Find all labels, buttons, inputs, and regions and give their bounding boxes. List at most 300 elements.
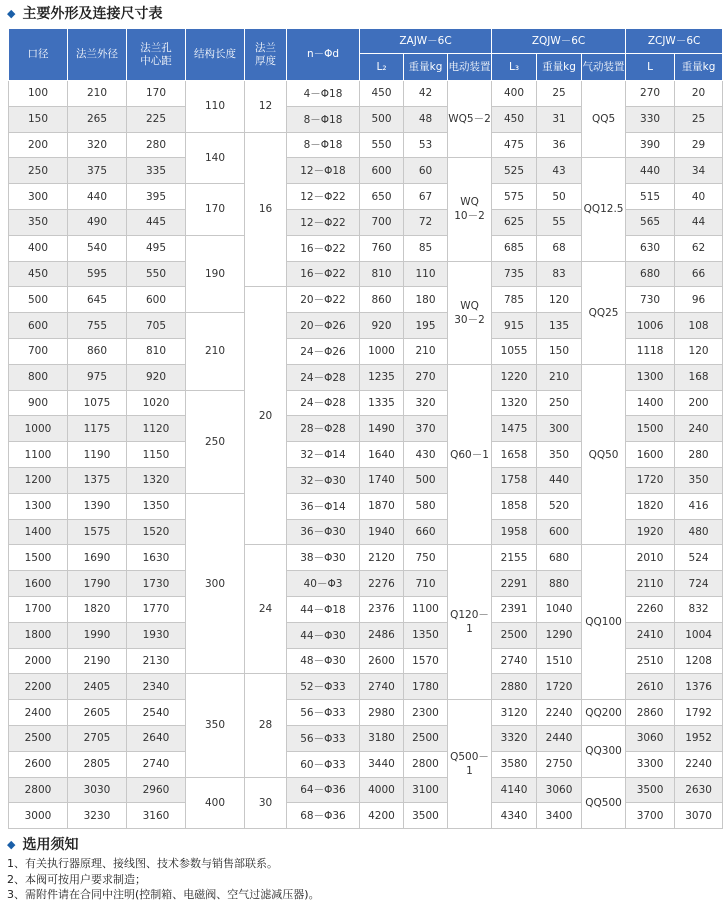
cell-length: 210 — [186, 313, 245, 390]
cell-flange-od: 2805 — [68, 751, 127, 777]
cell-pneumatic-actuator: QQ12.5 — [582, 158, 626, 261]
cell-electric-actuator: WQ 10－2 — [448, 158, 492, 261]
cell-weight-zqjw: 43 — [537, 158, 582, 184]
cell-dn: 400 — [9, 235, 68, 261]
cell-bolt-circle: 1020 — [127, 390, 186, 416]
cell-bolt-circle: 2540 — [127, 700, 186, 726]
cell-weight-zqjw: 3400 — [537, 803, 582, 829]
cell-l3: 2740 — [492, 648, 537, 674]
cell-thickness: 24 — [245, 545, 287, 674]
cell-thickness: 28 — [245, 674, 287, 777]
cell-flange-od: 2405 — [68, 674, 127, 700]
cell-weight-zqjw: 25 — [537, 81, 582, 107]
cell-l3: 1658 — [492, 442, 537, 468]
notes-title-text: 选用须知 — [22, 837, 79, 853]
cell-dn: 800 — [9, 364, 68, 390]
cell-l3: 3580 — [492, 751, 537, 777]
cell-l3: 450 — [492, 106, 537, 132]
cell-weight-zqjw: 3060 — [537, 777, 582, 803]
cell-thickness: 16 — [245, 132, 287, 287]
cell-l3: 2291 — [492, 571, 537, 597]
header-l: L — [626, 54, 675, 81]
table-row — [9, 545, 723, 571]
cell-weight-zqjw: 50 — [537, 184, 582, 210]
cell-weight-zqjw: 880 — [537, 571, 582, 597]
cell-weight-zajw: 1780 — [404, 674, 448, 700]
cell-bolts: 16－Φ22 — [287, 235, 360, 261]
cell-l2: 1235 — [360, 364, 404, 390]
cell-weight-zajw: 1570 — [404, 648, 448, 674]
cell-dn: 1800 — [9, 622, 68, 648]
cell-bolt-circle: 445 — [127, 209, 186, 235]
cell-l2: 2276 — [360, 571, 404, 597]
cell-weight-zqjw: 1720 — [537, 674, 582, 700]
cell-weight-zqjw: 250 — [537, 390, 582, 416]
cell-bolt-circle: 3160 — [127, 803, 186, 829]
cell-electric-actuator: WQ5－2 — [448, 81, 492, 158]
cell-electric-actuator: Q500－1 — [448, 700, 492, 829]
cell-l: 1400 — [626, 390, 675, 416]
page-title — [7, 5, 162, 23]
cell-weight-zajw: 3100 — [404, 777, 448, 803]
cell-bolts: 56－Φ33 — [287, 725, 360, 751]
cell-l: 2410 — [626, 622, 675, 648]
cell-l2: 1335 — [360, 390, 404, 416]
cell-electric-actuator: WQ 30－2 — [448, 261, 492, 364]
cell-bolts: 38－Φ30 — [287, 545, 360, 571]
header-dn: 口径 — [9, 29, 68, 81]
cell-weight-zcjw: 280 — [675, 442, 723, 468]
cell-bolt-circle: 495 — [127, 235, 186, 261]
cell-flange-od: 1990 — [68, 622, 127, 648]
cell-dn: 1500 — [9, 545, 68, 571]
cell-weight-zcjw: 1952 — [675, 725, 723, 751]
header-group-zcjw: ZCJW－6C — [626, 29, 723, 54]
cell-weight-zcjw: 108 — [675, 313, 723, 339]
cell-bolt-circle: 2960 — [127, 777, 186, 803]
cell-weight-zcjw: 66 — [675, 261, 723, 287]
cell-length: 170 — [186, 184, 245, 236]
cell-electric-actuator: Q60－1 — [448, 364, 492, 545]
cell-dn: 350 — [9, 209, 68, 235]
cell-flange-od: 1690 — [68, 545, 127, 571]
cell-l2: 2376 — [360, 596, 404, 622]
cell-flange-od: 3230 — [68, 803, 127, 829]
cell-bolts: 8－Φ18 — [287, 106, 360, 132]
cell-l3: 1475 — [492, 416, 537, 442]
cell-pneumatic-actuator: QQ100 — [582, 545, 626, 700]
table-row — [9, 158, 723, 184]
cell-bolt-circle: 395 — [127, 184, 186, 210]
cell-bolt-circle: 600 — [127, 287, 186, 313]
cell-weight-zcjw: 62 — [675, 235, 723, 261]
cell-l: 2260 — [626, 596, 675, 622]
header-length: 结构长度 — [186, 29, 245, 81]
cell-dn: 450 — [9, 261, 68, 287]
header-weight-zqjw: 重量kg — [537, 54, 582, 81]
cell-dn: 2800 — [9, 777, 68, 803]
header-pneumatic-actuator: 气动装置 — [582, 54, 626, 81]
cell-l: 270 — [626, 81, 675, 107]
cell-weight-zqjw: 68 — [537, 235, 582, 261]
cell-l: 1300 — [626, 364, 675, 390]
cell-bolts: 4－Φ18 — [287, 81, 360, 107]
cell-weight-zajw: 710 — [404, 571, 448, 597]
cell-weight-zajw: 48 — [404, 106, 448, 132]
cell-bolt-circle: 1770 — [127, 596, 186, 622]
cell-flange-od: 540 — [68, 235, 127, 261]
cell-l3: 1958 — [492, 519, 537, 545]
cell-bolt-circle: 1730 — [127, 571, 186, 597]
cell-weight-zajw: 660 — [404, 519, 448, 545]
cell-weight-zqjw: 680 — [537, 545, 582, 571]
table-row — [9, 725, 723, 751]
notes-title — [7, 836, 78, 854]
cell-bolts: 20－Φ26 — [287, 313, 360, 339]
cell-l: 3060 — [626, 725, 675, 751]
cell-bolt-circle: 2640 — [127, 725, 186, 751]
cell-weight-zajw: 320 — [404, 390, 448, 416]
cell-weight-zqjw: 1290 — [537, 622, 582, 648]
cell-bolts: 32－Φ30 — [287, 467, 360, 493]
cell-dn: 3000 — [9, 803, 68, 829]
header-electric-actuator: 电动装置 — [448, 54, 492, 81]
table-row — [9, 261, 723, 287]
note-item: 1、有关执行器原理、接线图、技术参数与销售部联系。 — [7, 857, 278, 870]
cell-l: 3500 — [626, 777, 675, 803]
cell-weight-zqjw: 135 — [537, 313, 582, 339]
cell-weight-zajw: 67 — [404, 184, 448, 210]
cell-weight-zajw: 580 — [404, 493, 448, 519]
cell-flange-od: 645 — [68, 287, 127, 313]
cell-bolt-circle: 1120 — [127, 416, 186, 442]
cell-weight-zcjw: 40 — [675, 184, 723, 210]
cell-dn: 2200 — [9, 674, 68, 700]
cell-l: 1006 — [626, 313, 675, 339]
header-thickness-line1: 法兰 — [255, 41, 276, 54]
cell-l3: 525 — [492, 158, 537, 184]
cell-l3: 2500 — [492, 622, 537, 648]
header-l3: L₃ — [492, 54, 537, 81]
cell-flange-od: 375 — [68, 158, 127, 184]
table-row — [9, 700, 723, 726]
cell-bolts: 8－Φ18 — [287, 132, 360, 158]
cell-weight-zqjw: 2750 — [537, 751, 582, 777]
note-item: 2、本阀可按用户要求制造； — [7, 872, 146, 886]
cell-l2: 450 — [360, 81, 404, 107]
cell-l2: 1940 — [360, 519, 404, 545]
cell-weight-zcjw: 20 — [675, 81, 723, 107]
cell-l3: 3320 — [492, 725, 537, 751]
header-thickness-line2: 厚度 — [255, 54, 276, 67]
cell-bolt-circle: 1520 — [127, 519, 186, 545]
cell-l3: 575 — [492, 184, 537, 210]
cell-l2: 1000 — [360, 338, 404, 364]
cell-bolt-circle: 2130 — [127, 648, 186, 674]
cell-bolts: 40－Φ3 — [287, 571, 360, 597]
cell-bolt-circle: 2340 — [127, 674, 186, 700]
cell-dn: 2000 — [9, 648, 68, 674]
cell-flange-od: 320 — [68, 132, 127, 158]
cell-length: 350 — [186, 674, 245, 777]
cell-l2: 2120 — [360, 545, 404, 571]
cell-l2: 3440 — [360, 751, 404, 777]
cell-flange-od: 2605 — [68, 700, 127, 726]
cell-l: 515 — [626, 184, 675, 210]
cell-l: 1500 — [626, 416, 675, 442]
cell-flange-od: 1790 — [68, 571, 127, 597]
header-thickness — [245, 29, 287, 81]
cell-weight-zqjw: 350 — [537, 442, 582, 468]
cell-length: 190 — [186, 235, 245, 312]
cell-weight-zajw: 750 — [404, 545, 448, 571]
cell-l: 630 — [626, 235, 675, 261]
cell-weight-zqjw: 120 — [537, 287, 582, 313]
cell-weight-zcjw: 240 — [675, 416, 723, 442]
cell-flange-od: 1190 — [68, 442, 127, 468]
cell-l3: 400 — [492, 81, 537, 107]
diamond-bullet-icon: ◆ — [7, 7, 16, 20]
cell-l: 1118 — [626, 338, 675, 364]
cell-length: 300 — [186, 493, 245, 674]
cell-bolt-circle: 705 — [127, 313, 186, 339]
cell-l2: 1740 — [360, 467, 404, 493]
cell-weight-zqjw: 2440 — [537, 725, 582, 751]
cell-l2: 4000 — [360, 777, 404, 803]
cell-weight-zajw: 53 — [404, 132, 448, 158]
cell-l3: 625 — [492, 209, 537, 235]
cell-bolt-circle: 170 — [127, 81, 186, 107]
cell-weight-zqjw: 1040 — [537, 596, 582, 622]
cell-weight-zqjw: 31 — [537, 106, 582, 132]
table-body — [9, 81, 723, 829]
cell-weight-zcjw: 168 — [675, 364, 723, 390]
cell-thickness: 30 — [245, 777, 287, 829]
cell-bolts: 24－Φ28 — [287, 390, 360, 416]
cell-weight-zcjw: 29 — [675, 132, 723, 158]
cell-l3: 2880 — [492, 674, 537, 700]
cell-flange-od: 1390 — [68, 493, 127, 519]
cell-l3: 1320 — [492, 390, 537, 416]
cell-weight-zqjw: 520 — [537, 493, 582, 519]
cell-weight-zajw: 2800 — [404, 751, 448, 777]
cell-dn: 600 — [9, 313, 68, 339]
cell-flange-od: 2190 — [68, 648, 127, 674]
cell-weight-zajw: 500 — [404, 467, 448, 493]
cell-flange-od: 860 — [68, 338, 127, 364]
cell-flange-od: 1375 — [68, 467, 127, 493]
cell-l2: 2740 — [360, 674, 404, 700]
cell-dn: 100 — [9, 81, 68, 107]
cell-bolts: 32－Φ14 — [287, 442, 360, 468]
table-row — [9, 364, 723, 390]
cell-bolt-circle: 1320 — [127, 467, 186, 493]
cell-l3: 915 — [492, 313, 537, 339]
cell-bolts: 36－Φ14 — [287, 493, 360, 519]
cell-l2: 2980 — [360, 700, 404, 726]
cell-dn: 1200 — [9, 467, 68, 493]
cell-l2: 2486 — [360, 622, 404, 648]
cell-weight-zajw: 2300 — [404, 700, 448, 726]
cell-bolts: 48－Φ30 — [287, 648, 360, 674]
cell-weight-zqjw: 55 — [537, 209, 582, 235]
cell-l: 1600 — [626, 442, 675, 468]
cell-bolts: 16－Φ22 — [287, 261, 360, 287]
cell-bolt-circle: 1930 — [127, 622, 186, 648]
cell-length: 250 — [186, 390, 245, 493]
cell-weight-zqjw: 440 — [537, 467, 582, 493]
cell-l: 3700 — [626, 803, 675, 829]
cell-dn: 300 — [9, 184, 68, 210]
cell-weight-zqjw: 2240 — [537, 700, 582, 726]
cell-weight-zajw: 72 — [404, 209, 448, 235]
cell-bolt-circle: 1150 — [127, 442, 186, 468]
cell-l3: 475 — [492, 132, 537, 158]
cell-bolt-circle: 335 — [127, 158, 186, 184]
cell-weight-zcjw: 724 — [675, 571, 723, 597]
cell-weight-zcjw: 3070 — [675, 803, 723, 829]
cell-l: 2510 — [626, 648, 675, 674]
cell-l: 2610 — [626, 674, 675, 700]
cell-l2: 4200 — [360, 803, 404, 829]
header-l2: L₂ — [360, 54, 404, 81]
cell-bolts: 24－Φ28 — [287, 364, 360, 390]
cell-l: 2110 — [626, 571, 675, 597]
cell-pneumatic-actuator: QQ500 — [582, 777, 626, 829]
cell-dn: 1700 — [9, 596, 68, 622]
cell-flange-od: 1575 — [68, 519, 127, 545]
cell-bolts: 12－Φ22 — [287, 209, 360, 235]
cell-l3: 2155 — [492, 545, 537, 571]
header-bolt-circle-line2: 中心距 — [140, 54, 172, 67]
cell-weight-zcjw: 200 — [675, 390, 723, 416]
cell-pneumatic-actuator: QQ25 — [582, 261, 626, 364]
cell-weight-zcjw: 96 — [675, 287, 723, 313]
cell-l2: 1640 — [360, 442, 404, 468]
cell-l3: 685 — [492, 235, 537, 261]
notes-list — [7, 856, 320, 903]
cell-weight-zqjw: 1510 — [537, 648, 582, 674]
cell-weight-zcjw: 120 — [675, 338, 723, 364]
cell-bolts: 12－Φ18 — [287, 158, 360, 184]
cell-bolts: 12－Φ22 — [287, 184, 360, 210]
cell-weight-zajw: 1100 — [404, 596, 448, 622]
cell-l: 2010 — [626, 545, 675, 571]
cell-weight-zqjw: 300 — [537, 416, 582, 442]
cell-l: 730 — [626, 287, 675, 313]
cell-weight-zajw: 60 — [404, 158, 448, 184]
cell-bolt-circle: 550 — [127, 261, 186, 287]
cell-l: 3300 — [626, 751, 675, 777]
cell-dn: 1100 — [9, 442, 68, 468]
cell-l2: 920 — [360, 313, 404, 339]
cell-dn: 500 — [9, 287, 68, 313]
cell-l: 2860 — [626, 700, 675, 726]
note-item: 3、需附件请在合同中注明(控制箱、电磁阀、空气过滤减压器)。 — [7, 888, 320, 901]
cell-weight-zcjw: 1004 — [675, 622, 723, 648]
header-flange-od: 法兰外径 — [68, 29, 127, 81]
cell-l: 1720 — [626, 467, 675, 493]
dimension-table — [8, 28, 723, 829]
cell-dn: 700 — [9, 338, 68, 364]
cell-weight-zqjw: 83 — [537, 261, 582, 287]
header-bolt-circle — [127, 29, 186, 81]
cell-dn: 1000 — [9, 416, 68, 442]
cell-l2: 2600 — [360, 648, 404, 674]
cell-l: 680 — [626, 261, 675, 287]
cell-flange-od: 755 — [68, 313, 127, 339]
cell-weight-zqjw: 36 — [537, 132, 582, 158]
cell-bolts: 68－Φ36 — [287, 803, 360, 829]
cell-flange-od: 595 — [68, 261, 127, 287]
cell-weight-zcjw: 1208 — [675, 648, 723, 674]
cell-flange-od: 1820 — [68, 596, 127, 622]
cell-dn: 2600 — [9, 751, 68, 777]
cell-weight-zcjw: 1376 — [675, 674, 723, 700]
cell-flange-od: 210 — [68, 81, 127, 107]
cell-bolts: 28－Φ28 — [287, 416, 360, 442]
header-bolt-circle-line1: 法兰孔 — [140, 41, 172, 54]
cell-weight-zqjw: 600 — [537, 519, 582, 545]
cell-l3: 1858 — [492, 493, 537, 519]
cell-flange-od: 265 — [68, 106, 127, 132]
cell-bolts: 52－Φ33 — [287, 674, 360, 700]
cell-dn: 900 — [9, 390, 68, 416]
cell-l3: 3120 — [492, 700, 537, 726]
cell-bolts: 20－Φ22 — [287, 287, 360, 313]
cell-l3: 4340 — [492, 803, 537, 829]
cell-l3: 1758 — [492, 467, 537, 493]
cell-l3: 4140 — [492, 777, 537, 803]
cell-weight-zcjw: 25 — [675, 106, 723, 132]
cell-weight-zajw: 42 — [404, 81, 448, 107]
cell-pneumatic-actuator: QQ200 — [582, 700, 626, 726]
cell-weight-zcjw: 832 — [675, 596, 723, 622]
cell-bolts: 36－Φ30 — [287, 519, 360, 545]
cell-l: 1820 — [626, 493, 675, 519]
cell-l2: 860 — [360, 287, 404, 313]
cell-l: 440 — [626, 158, 675, 184]
cell-l: 565 — [626, 209, 675, 235]
cell-l2: 3180 — [360, 725, 404, 751]
cell-l2: 1490 — [360, 416, 404, 442]
cell-dn: 150 — [9, 106, 68, 132]
cell-weight-zcjw: 2630 — [675, 777, 723, 803]
cell-l2: 600 — [360, 158, 404, 184]
cell-weight-zcjw: 350 — [675, 467, 723, 493]
cell-weight-zcjw: 524 — [675, 545, 723, 571]
cell-bolt-circle: 920 — [127, 364, 186, 390]
cell-weight-zajw: 370 — [404, 416, 448, 442]
cell-weight-zajw: 195 — [404, 313, 448, 339]
cell-thickness: 12 — [245, 81, 287, 133]
cell-l3: 2391 — [492, 596, 537, 622]
table-row — [9, 81, 723, 107]
cell-dn: 1300 — [9, 493, 68, 519]
cell-bolt-circle: 810 — [127, 338, 186, 364]
diamond-bullet-icon: ◆ — [7, 838, 16, 851]
cell-dn: 2500 — [9, 725, 68, 751]
cell-l2: 550 — [360, 132, 404, 158]
cell-length: 140 — [186, 132, 245, 184]
table-row — [9, 777, 723, 803]
cell-weight-zcjw: 1792 — [675, 700, 723, 726]
cell-pneumatic-actuator: QQ5 — [582, 81, 626, 158]
page-title-text: 主要外形及连接尺寸表 — [22, 6, 163, 22]
cell-dn: 250 — [9, 158, 68, 184]
header-weight-zcjw: 重量kg — [675, 54, 723, 81]
cell-l2: 810 — [360, 261, 404, 287]
